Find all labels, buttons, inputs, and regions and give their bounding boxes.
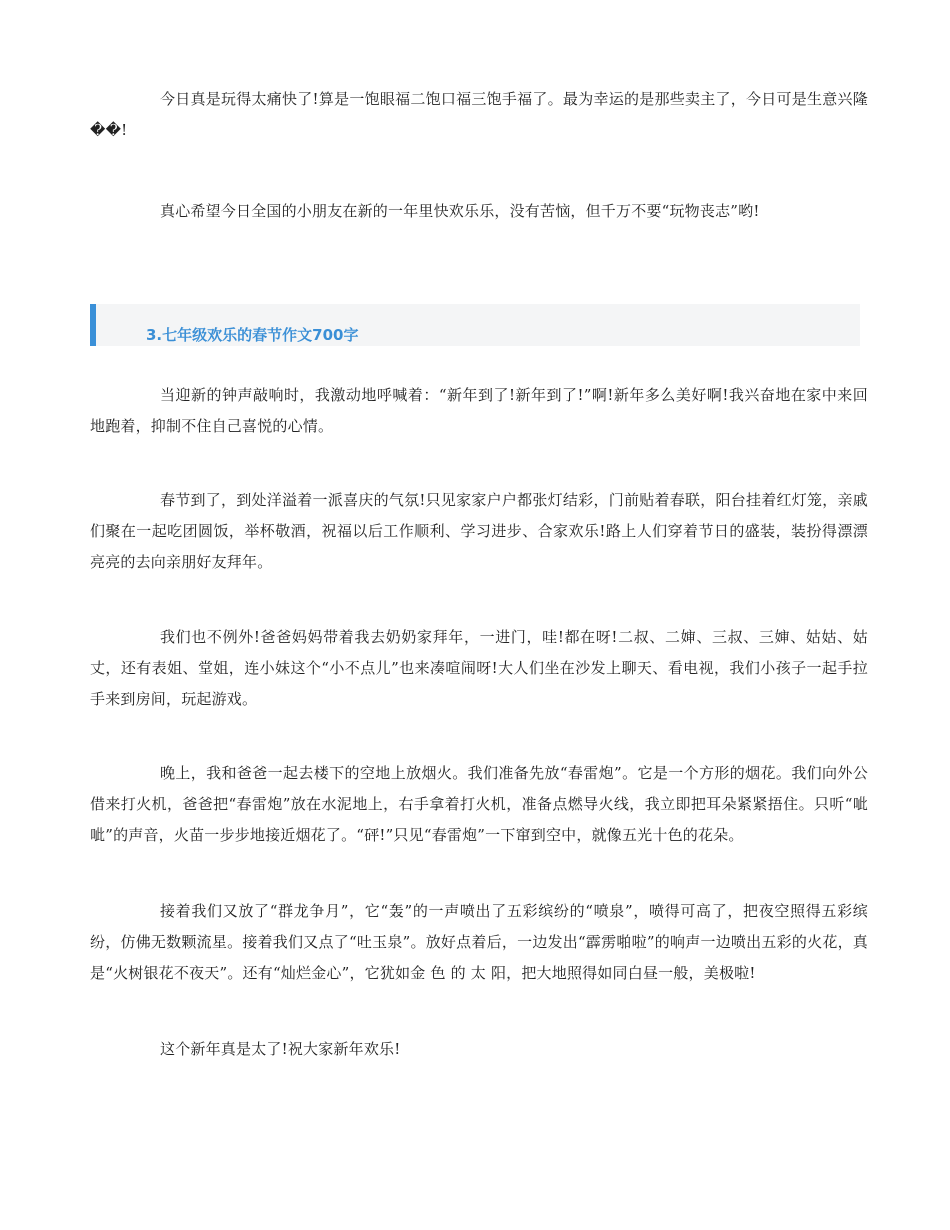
paragraph-festival-atmosphere: 春节到了，到处洋溢着一派喜庆的气氛!只见家家户户都张灯结彩，门前贴着春联，阳台挂着红灯笼，亲戚们聚在一起吃团圆饭，举杯敬酒，祝福以后工作顺利、学习进步、合家欢乐!路上人们穿着节日的盛装，装扮得漂漂亮亮的去向亲朋好友拜年。	[90, 491, 868, 571]
section-accent-bar	[90, 304, 96, 346]
paragraph-closing: 这个新年真是太了!祝大家新年欢乐!	[160, 1040, 401, 1058]
paragraph-more-fireworks: 接着我们又放了“群龙争月”，它“轰”的一声喷出了五彩缤纷的“喷泉”，喷得可高了，把夜空照得五彩缤纷，仿佛无数颗流星。接着我们又点了“吐玉泉”。放好点着后，一边发出“霹雳啪啦”的响声一边喷出五彩的火花，真是“火树银花不夜天”。还有“灿烂金心”，它犹如金 色 的 太 阳，把大地照得如同白昼一般，美极啦!	[90, 902, 868, 982]
section-header	[90, 304, 860, 346]
paragraph-wish: 真心希望今日全国的小朋友在新的一年里快欢乐乐，没有苦恼，但千万不要“玩物丧志”哟!	[160, 202, 760, 220]
section-title: 3.七年级欢乐的春节作文700字	[146, 326, 359, 344]
paragraph-fun-day: 今日真是玩得太痛快了!算是一饱眼福二饱口福三饱手福了。最为幸运的是那些卖主了，今日可是生意兴隆��!	[90, 90, 868, 139]
paragraph-visit-grandma: 我们也不例外!爸爸妈妈带着我去奶奶家拜年，一进门，哇!都在呀!二叔、二婶、三叔、三婶、姑姑、姑丈，还有表姐、堂姐，连小妹这个“小不点儿”也来凑喧闹呀!大人们坐在沙发上聊天、看电视，我们小孩子一起手拉手来到房间，玩起游戏。	[90, 628, 868, 708]
paragraph-new-year-bell: 当迎新的钟声敲响时，我激动地呼喊着：“新年到了!新年到了!”啊!新年多么美好啊!我兴奋地在家中来回地跑着，抑制不住自己喜悦的心情。	[90, 386, 868, 435]
paragraph-fireworks-night: 晚上，我和爸爸一起去楼下的空地上放烟火。我们准备先放“春雷炮”。它是一个方形的烟花。我们向外公借来打火机，爸爸把“春雷炮”放在水泥地上，右手拿着打火机，准备点燃导火线，我立即把耳朵紧紧捂住。只听“呲呲”的声音，火苗一步步地接近烟花了。“砰!”只见“春雷炮”一下窜到空中，就像五光十色的花朵。	[90, 764, 868, 844]
